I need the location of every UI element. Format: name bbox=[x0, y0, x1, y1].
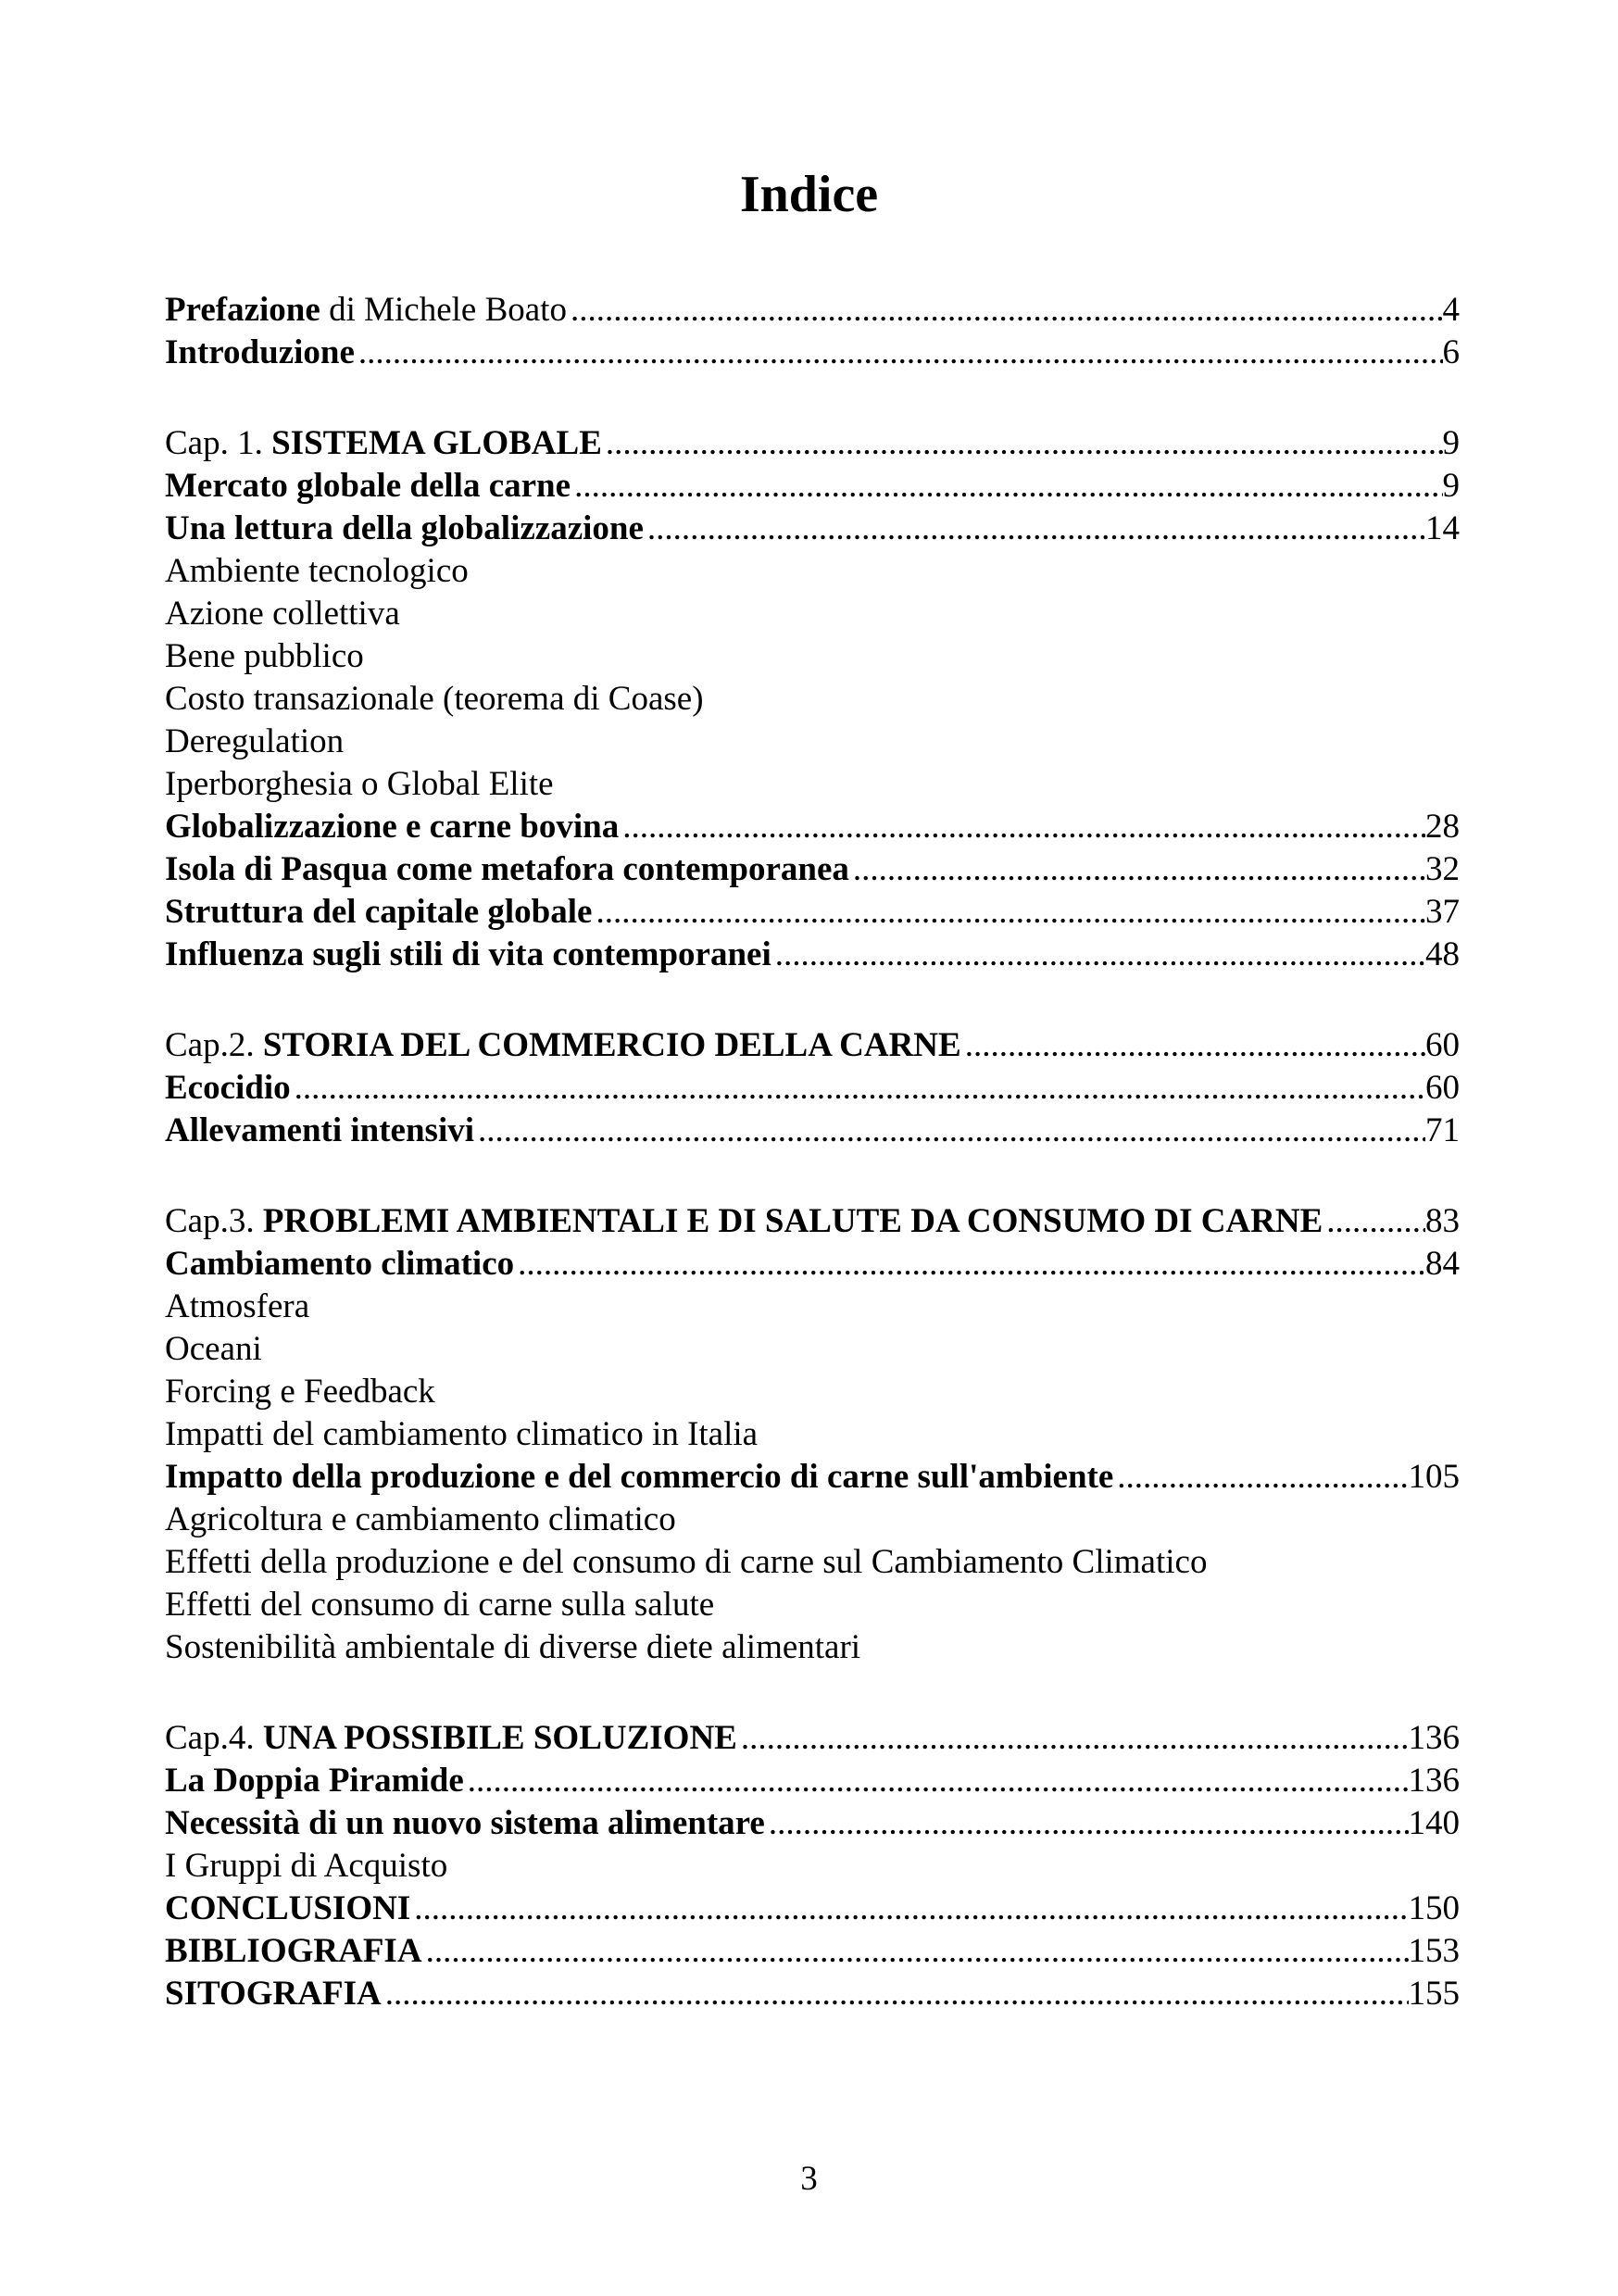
toc-entry-label bbox=[165, 635, 1460, 678]
dot-leader bbox=[596, 891, 1425, 934]
toc-entry-prefix: Azione collettiva bbox=[165, 595, 400, 633]
toc-entry-title bbox=[165, 678, 704, 721]
toc-entry-title bbox=[165, 289, 567, 332]
toc-entry-prefix: I Gruppi di Acquisto bbox=[165, 1847, 448, 1885]
toc-entry-title bbox=[165, 1888, 410, 1930]
toc-entry-prefix: Effetti del consumo di carne sulla salute bbox=[165, 1586, 715, 1624]
toc-entry bbox=[165, 635, 1460, 678]
toc-entry bbox=[165, 1067, 1460, 1110]
toc-entry-subtitle: di Michele Boato bbox=[320, 291, 567, 329]
toc-page-number: 60 bbox=[1425, 1026, 1460, 1064]
toc-entry-title bbox=[165, 1584, 714, 1626]
dot-leader bbox=[414, 1888, 1408, 1930]
toc-entry-title bbox=[165, 1328, 262, 1371]
toc-entry bbox=[165, 1541, 1460, 1584]
dot-leader bbox=[622, 806, 1425, 848]
toc-entry-title bbox=[165, 934, 771, 976]
toc-entry-title bbox=[165, 1067, 291, 1110]
toc-page-number: 14 bbox=[1425, 509, 1460, 547]
toc-entry bbox=[165, 1456, 1460, 1499]
toc-page-number: 71 bbox=[1425, 1111, 1460, 1149]
toc-entry-prefix: Deregulation bbox=[165, 722, 345, 760]
toc-entry bbox=[165, 678, 1460, 721]
toc-entry-label bbox=[165, 763, 1460, 806]
toc-entry-label bbox=[165, 1110, 1425, 1152]
toc-entry-heading: Ecocidio bbox=[165, 1069, 291, 1107]
dot-leader bbox=[295, 1067, 1425, 1110]
toc-entry-label bbox=[165, 422, 1443, 465]
toc-entry bbox=[165, 1845, 1460, 1888]
toc-entry-label bbox=[165, 806, 1425, 848]
toc-entry bbox=[165, 1413, 1460, 1456]
toc-entry-prefix: Cap.2. bbox=[165, 1026, 263, 1064]
toc-entry bbox=[165, 1328, 1460, 1371]
toc-entry-label bbox=[165, 332, 1443, 374]
toc-entry-title bbox=[165, 1541, 1207, 1584]
toc-entry bbox=[165, 1802, 1460, 1845]
toc-entry-title bbox=[165, 1110, 474, 1152]
toc-entry-heading: Struttura del capitale globale bbox=[165, 893, 593, 931]
toc-entry bbox=[165, 1286, 1460, 1328]
toc-entry-title bbox=[165, 1499, 676, 1541]
toc-entry bbox=[165, 1499, 1460, 1541]
toc-entry-title bbox=[165, 593, 400, 635]
toc-entry bbox=[165, 934, 1460, 976]
toc-entry-label bbox=[165, 1328, 1460, 1371]
dot-leader bbox=[741, 1717, 1409, 1760]
toc-entry bbox=[165, 1930, 1460, 1973]
toc-entry-heading: SISTEMA GLOBALE bbox=[271, 424, 602, 462]
toc-entry-heading: Impatto della produzione e del commercio di carne sull'ambiente bbox=[165, 1458, 1114, 1496]
toc-entry-title bbox=[165, 1286, 309, 1328]
toc-entry-label bbox=[165, 1930, 1409, 1973]
toc-entry-prefix: Impatti del cambiamento climatico in Italia bbox=[165, 1415, 759, 1453]
toc-entry-label bbox=[165, 1584, 1460, 1626]
dot-leader bbox=[1326, 1200, 1425, 1243]
toc-entry bbox=[165, 806, 1460, 848]
toc-entry-heading: Isola di Pasqua come metafora contemporanea bbox=[165, 850, 849, 888]
dot-leader bbox=[1117, 1456, 1408, 1499]
toc-page-number: 84 bbox=[1425, 1245, 1460, 1283]
toc-entry bbox=[165, 550, 1460, 593]
toc-entry-label bbox=[165, 1413, 1460, 1456]
toc-page-number: 48 bbox=[1425, 935, 1460, 973]
toc-entry-title bbox=[165, 1413, 758, 1456]
toc-entry bbox=[165, 593, 1460, 635]
toc-entry-title bbox=[165, 1760, 464, 1802]
toc-entry-title bbox=[165, 1200, 1323, 1243]
toc-entry-heading: Cambiamento climatico bbox=[165, 1245, 515, 1283]
toc-entry-heading: Influenza sugli stili di vita contemporanei bbox=[165, 935, 771, 973]
toc-page-number: 140 bbox=[1408, 1804, 1460, 1842]
toc-entry-heading: Mercato globale della carne bbox=[165, 467, 571, 505]
toc-entry-label bbox=[165, 721, 1460, 763]
toc-page-number: 9 bbox=[1442, 467, 1460, 505]
toc-entry-heading: Una lettura della globalizzazione bbox=[165, 509, 644, 547]
toc-entry-prefix: Agricoltura e cambiamento climatico bbox=[165, 1500, 676, 1538]
toc-entry-title bbox=[165, 422, 602, 465]
toc-entry-label bbox=[165, 891, 1425, 934]
dot-leader bbox=[358, 332, 1443, 374]
toc-entry bbox=[165, 848, 1460, 891]
toc-entry bbox=[165, 1973, 1460, 2015]
toc-entry-label bbox=[165, 1243, 1425, 1286]
toc-entry-prefix: Effetti della produzione e del consumo di carne sul Cambiamento Climatico bbox=[165, 1543, 1208, 1581]
dot-leader bbox=[606, 422, 1443, 465]
toc-entry-label bbox=[165, 848, 1425, 891]
toc-entry-label bbox=[165, 550, 1460, 593]
toc-page-number: 6 bbox=[1442, 333, 1460, 371]
page-number: 3 bbox=[800, 2160, 818, 2198]
toc-entry-label bbox=[165, 934, 1425, 976]
toc-page-number: 32 bbox=[1425, 850, 1460, 888]
toc-entry-title bbox=[165, 1371, 435, 1413]
toc-entry bbox=[165, 465, 1460, 508]
toc-page-number: 150 bbox=[1408, 1889, 1460, 1927]
toc-page-number: 9 bbox=[1442, 424, 1460, 462]
toc-entry bbox=[165, 508, 1460, 550]
toc-entry bbox=[165, 763, 1460, 806]
toc-entry-label bbox=[165, 1845, 1460, 1888]
toc-page-number: 153 bbox=[1408, 1932, 1460, 1970]
toc-entry bbox=[165, 1371, 1460, 1413]
toc-entry bbox=[165, 1760, 1460, 1802]
toc-entry-label bbox=[165, 1371, 1460, 1413]
toc-entry bbox=[165, 1110, 1460, 1152]
toc-entry-title bbox=[165, 550, 469, 593]
toc-entry-prefix: Cap. 1. bbox=[165, 424, 272, 462]
toc-entry bbox=[165, 1200, 1460, 1243]
toc-page-number: 4 bbox=[1442, 291, 1460, 329]
toc-entry-label bbox=[165, 1760, 1409, 1802]
toc-entry bbox=[165, 1243, 1460, 1286]
toc-entry-label bbox=[165, 1456, 1409, 1499]
dot-leader bbox=[574, 465, 1442, 508]
toc-entry-heading: SITOGRAFIA bbox=[165, 1975, 382, 2013]
toc-page-number: 155 bbox=[1408, 1975, 1460, 2013]
toc-entry-prefix: Sostenibilità ambientale di diverse diete alimentari bbox=[165, 1628, 861, 1666]
toc-entry-heading: PROBLEMI AMBIENTALI E DI SALUTE DA CONSUMO DI CARNE bbox=[262, 1202, 1323, 1240]
toc-entry-prefix: Atmosfera bbox=[165, 1287, 310, 1325]
toc-entry-prefix: Ambiente tecnologico bbox=[165, 552, 469, 590]
toc-entry-label bbox=[165, 1541, 1460, 1584]
dot-leader bbox=[385, 1973, 1409, 2015]
toc-entry bbox=[165, 1626, 1460, 1669]
toc-entry-label bbox=[165, 1888, 1409, 1930]
toc-entry-title bbox=[165, 891, 592, 934]
toc-entry bbox=[165, 332, 1460, 374]
toc-entry-heading: Globalizzazione e carne bovina bbox=[165, 808, 620, 846]
toc-entry-title bbox=[165, 1973, 382, 2015]
toc-entry-label bbox=[165, 1626, 1460, 1669]
toc-entry-prefix: Cap.4. bbox=[165, 1719, 263, 1757]
toc-entry-title bbox=[165, 1243, 514, 1286]
toc-entry-title bbox=[165, 806, 619, 848]
toc-entry-prefix: Forcing e Feedback bbox=[165, 1373, 435, 1411]
toc-entry-label bbox=[165, 1499, 1460, 1541]
toc-entry-title bbox=[165, 721, 344, 763]
toc-entry-prefix: Iperborghesia o Global Elite bbox=[165, 765, 554, 803]
table-of-contents bbox=[165, 289, 1460, 2015]
toc-entry-heading: La Doppia Piramide bbox=[165, 1762, 464, 1800]
toc-entry bbox=[165, 1888, 1460, 1930]
toc-entry-heading: BIBLIOGRAFIA bbox=[165, 1932, 422, 1970]
toc-entry-title bbox=[165, 635, 364, 678]
toc-entry-prefix: Oceani bbox=[165, 1330, 262, 1368]
dot-leader bbox=[647, 508, 1425, 550]
toc-page-number: 83 bbox=[1425, 1202, 1460, 1240]
toc-page-number: 136 bbox=[1408, 1762, 1460, 1800]
dot-leader bbox=[468, 1760, 1409, 1802]
toc-entry-label bbox=[165, 1973, 1409, 2015]
toc-entry-prefix: Cap.3. bbox=[165, 1202, 263, 1240]
toc-entry-label bbox=[165, 678, 1460, 721]
toc-entry-label bbox=[165, 508, 1425, 550]
toc-entry-heading: STORIA DEL COMMERCIO DELLA CARNE bbox=[262, 1026, 961, 1064]
page-title: Indice bbox=[739, 166, 879, 223]
toc-entry-title bbox=[165, 465, 571, 508]
toc-entry-title bbox=[165, 763, 554, 806]
dot-leader bbox=[478, 1110, 1425, 1152]
toc-entry-label bbox=[165, 1717, 1409, 1760]
toc-entry-title bbox=[165, 1717, 737, 1760]
toc-entry-label bbox=[165, 1286, 1460, 1328]
toc-entry-title bbox=[165, 1024, 961, 1067]
toc-entry-heading: Allevamenti intensivi bbox=[165, 1111, 475, 1149]
toc-entry-heading: CONCLUSIONI bbox=[165, 1889, 411, 1927]
toc-entry-heading: Necessità di un nuovo sistema alimentare bbox=[165, 1804, 765, 1842]
toc-entry bbox=[165, 289, 1460, 332]
toc-entry-title bbox=[165, 332, 355, 374]
toc-entry-label bbox=[165, 1802, 1409, 1845]
toc-entry-title bbox=[165, 848, 849, 891]
toc-entry-title bbox=[165, 1845, 447, 1888]
toc-entry-prefix: Bene pubblico bbox=[165, 637, 364, 675]
toc-page-number: 136 bbox=[1408, 1719, 1460, 1757]
toc-entry-heading: Introduzione bbox=[165, 333, 355, 371]
toc-entry bbox=[165, 422, 1460, 465]
toc-entry-label bbox=[165, 593, 1460, 635]
toc-entry-label bbox=[165, 289, 1443, 332]
toc-entry bbox=[165, 1717, 1460, 1760]
toc-entry-title bbox=[165, 1802, 765, 1845]
toc-page-number: 105 bbox=[1408, 1458, 1460, 1496]
toc-entry-label bbox=[165, 1200, 1425, 1243]
dot-leader bbox=[518, 1243, 1425, 1286]
dot-leader bbox=[853, 848, 1425, 891]
toc-entry-heading: Prefazione bbox=[165, 291, 320, 329]
toc-entry-heading: UNA POSSIBILE SOLUZIONE bbox=[262, 1719, 737, 1757]
toc-entry-prefix: Costo transazionale (teorema di Coase) bbox=[165, 680, 704, 718]
toc-entry bbox=[165, 891, 1460, 934]
toc-page-number: 37 bbox=[1425, 893, 1460, 931]
dot-leader bbox=[426, 1930, 1409, 1973]
dot-leader bbox=[775, 934, 1425, 976]
toc-entry-title bbox=[165, 1930, 422, 1973]
toc-entry-label bbox=[165, 1067, 1425, 1110]
toc-page-number: 28 bbox=[1425, 808, 1460, 846]
toc-entry-title bbox=[165, 1626, 860, 1669]
toc-page-number: 60 bbox=[1425, 1069, 1460, 1107]
toc-entry-label bbox=[165, 1024, 1425, 1067]
dot-leader bbox=[769, 1802, 1409, 1845]
toc-entry-label bbox=[165, 465, 1443, 508]
dot-leader bbox=[965, 1024, 1425, 1067]
toc-entry bbox=[165, 1024, 1460, 1067]
toc-entry-title bbox=[165, 1456, 1113, 1499]
toc-entry bbox=[165, 721, 1460, 763]
toc-entry bbox=[165, 1584, 1460, 1626]
toc-entry-title bbox=[165, 508, 644, 550]
dot-leader bbox=[571, 289, 1443, 332]
